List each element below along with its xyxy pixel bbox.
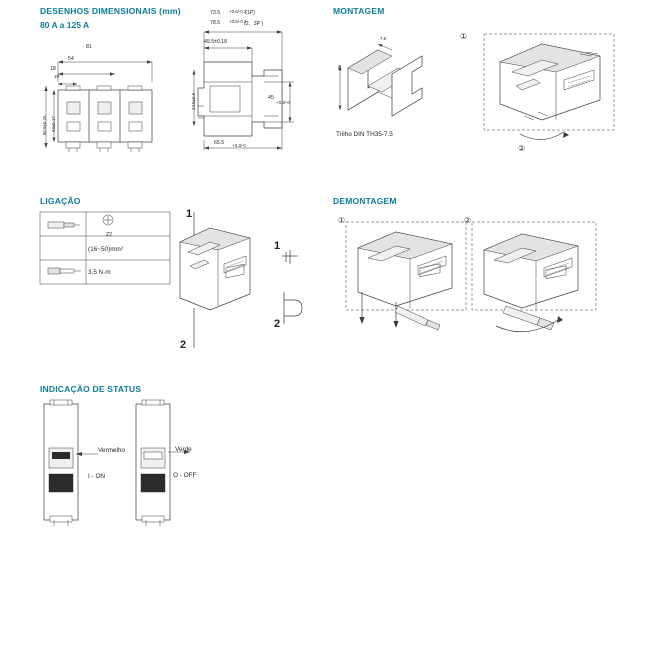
dim-side-height: 34.5±0.5 [191, 92, 196, 110]
section-subtitle-dimensional-range: 80 A a 125 A [40, 20, 90, 30]
dim-top-23p-label: (2、3P ) [244, 21, 264, 27]
dim-width-two-poles: 54 [68, 56, 74, 62]
din-rail-dim-35: 35 [337, 65, 342, 70]
status-label-red: Vermelho [98, 447, 125, 454]
dim-depth-total-tolerance: +0.3/-0 [232, 143, 246, 148]
dim-top-23p-tolerance: +0.6/-0.3 [229, 19, 247, 24]
dismounting-step2-drawing [462, 214, 632, 344]
mounting-step-1: ① [460, 32, 468, 41]
status-label-green: Verde [175, 446, 192, 453]
connection-marker-2: 2 [180, 339, 187, 351]
dim-top-1p-tolerance: +0.6/-0.3 [229, 9, 247, 14]
mounting-step-2: ② [518, 144, 526, 153]
section-title-status: INDICAÇÃO DE STATUS [40, 384, 142, 394]
connection-screw-label: Z2 [106, 232, 113, 238]
status-label-on: I - ON [88, 473, 106, 480]
din-rail-dim-75: 7.5 [380, 36, 387, 41]
dim-pitch-label: 1P [54, 74, 60, 79]
connection-detail-1: 1 [274, 240, 281, 252]
dismounting-step1-drawing [336, 214, 476, 334]
din-rail-drawing [336, 32, 446, 132]
dim-depth-total: 65.5 [214, 140, 225, 146]
dim-height-inner: 63±0.17 [51, 116, 56, 132]
connection-torque-value: 3.5 N·m [88, 269, 111, 276]
din-rail-label: Trilho DIN TH35-7.5 [336, 131, 393, 138]
status-indication-drawing [40, 400, 240, 530]
dim-din-height: 45 [268, 95, 274, 101]
dim-height-total: 80.5±0.26 [42, 115, 47, 135]
connection-marker-1: 1 [186, 208, 193, 220]
dismounting-step-2: ② [464, 216, 472, 225]
dim-top-1p: 73.5 [210, 10, 221, 16]
connection-cable-area: (16~50)mm² [88, 246, 123, 253]
section-title-dimensional: DESENHOS DIMENSIONAIS (mm) [40, 6, 181, 16]
dim-width-one-pole: 18 [50, 66, 56, 72]
section-title-mounting: MONTAGEM [333, 6, 385, 16]
dim-top-1p-label: (1P) [245, 10, 255, 16]
connection-breaker-drawing [160, 208, 280, 358]
dim-din-height-tolerance: +0.3/-0 [276, 100, 290, 105]
front-view-drawing [40, 42, 170, 157]
connection-detail-2: 2 [274, 318, 281, 330]
section-title-connection: LIGAÇÃO [40, 196, 81, 206]
dim-front-depth: 49.5±0.18 [204, 39, 228, 45]
section-title-dismounting: DEMONTAGEM [333, 196, 397, 206]
mounting-breaker-drawing [460, 28, 630, 148]
dismounting-step-1: ① [338, 216, 346, 225]
dim-width-total: 81 [86, 44, 92, 50]
dim-top-23p: 78.5 [210, 20, 221, 26]
status-label-off: O - OFF [173, 472, 197, 479]
